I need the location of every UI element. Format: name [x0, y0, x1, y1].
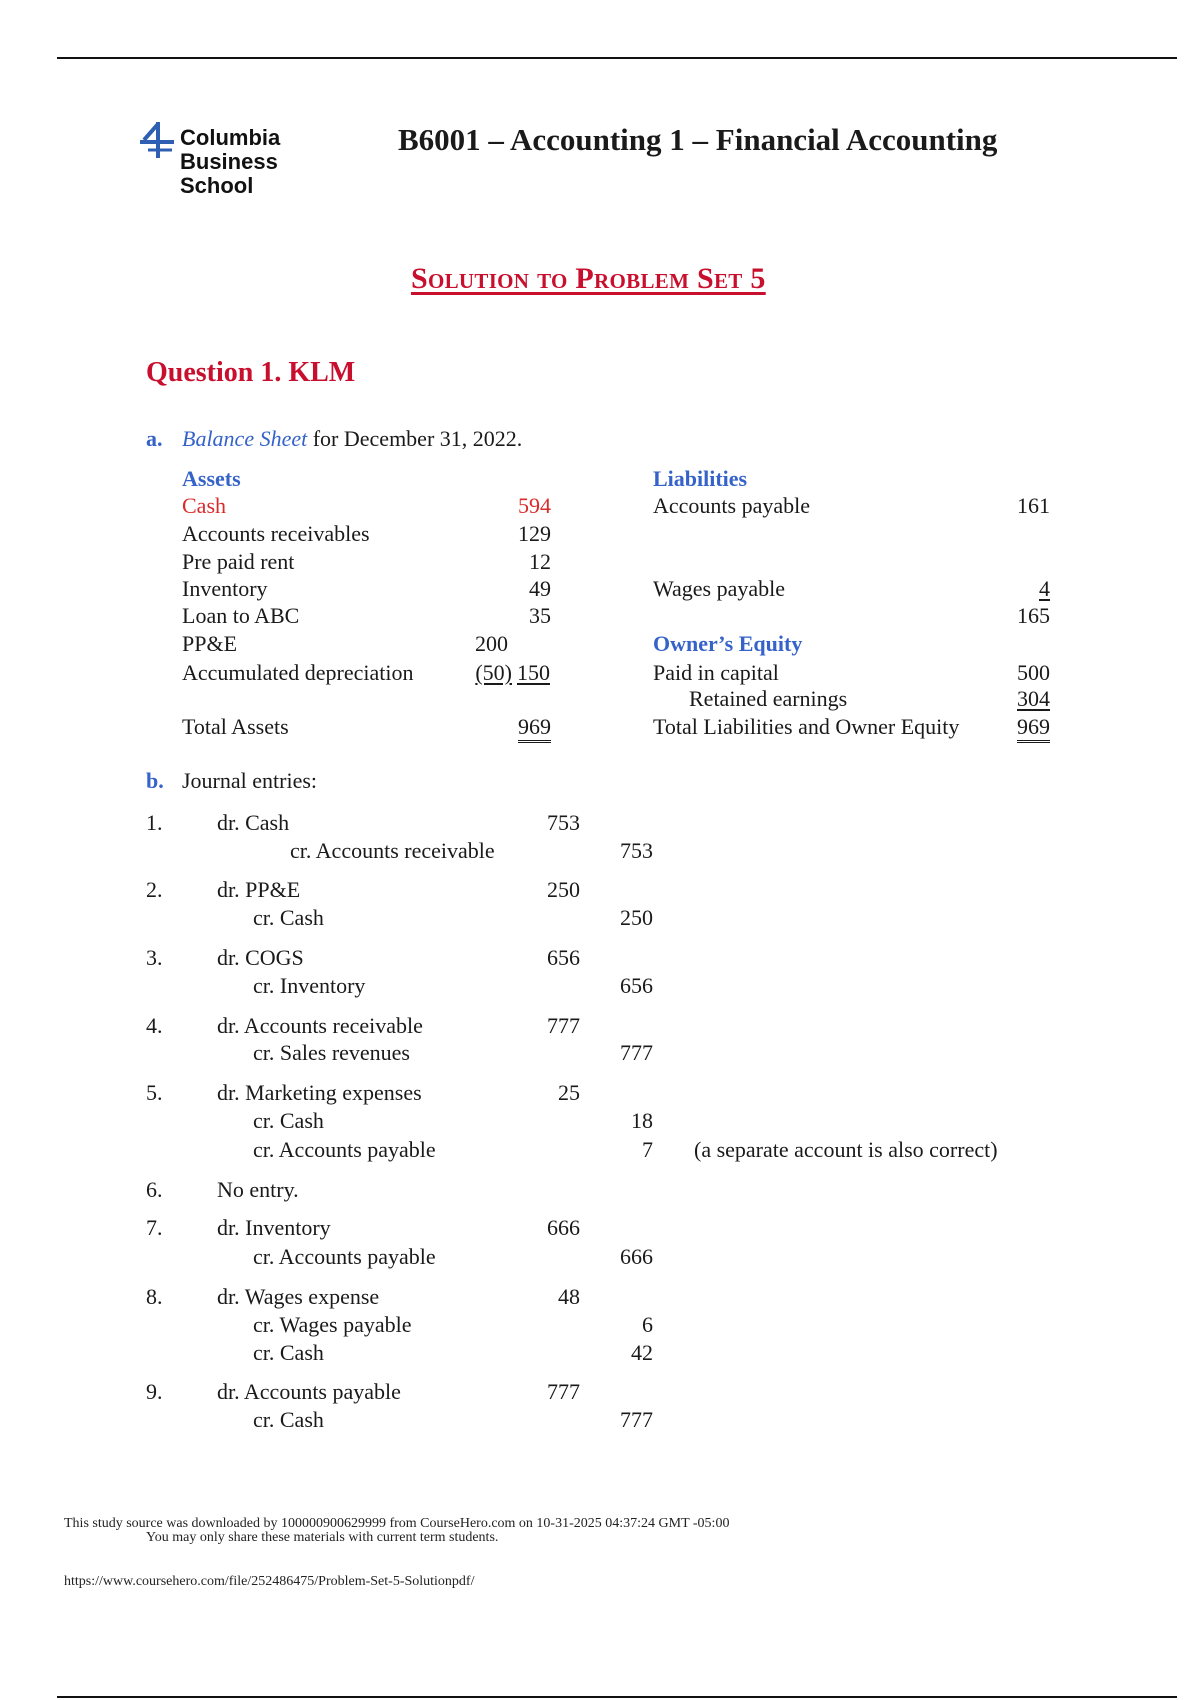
top-rule: [57, 57, 1177, 59]
total-le-value: [990, 714, 1050, 740]
entry-8-number: 8.: [146, 1284, 163, 1309]
entry-5-debit-amount: 25: [558, 1080, 580, 1105]
entry-7-credit-amount: 666: [620, 1244, 653, 1269]
entry-7-number: 7.: [146, 1215, 163, 1240]
entry-2-credit-amount: 250: [620, 905, 653, 930]
entry-5-number: 5.: [146, 1080, 163, 1105]
acc-dep-label: Accumulated depreciation: [182, 660, 414, 685]
download-notice: This study source was downloaded by 100000900629999 from CourseHero.com on 10-31-2025 04:37:24 GMT -05:00: [64, 1516, 730, 1531]
balance-sheet-link[interactable]: Balance Sheet: [182, 426, 308, 451]
entry-8-debit: dr. Wages expense: [217, 1284, 380, 1309]
retained-earnings-value: [990, 686, 1050, 712]
entry-3-debit: dr. COGS: [217, 945, 304, 970]
wages-payable-label: Wages payable: [653, 576, 785, 601]
loan-label: Loan to ABC: [182, 603, 300, 628]
retained-earnings-number: 304: [1017, 686, 1050, 711]
part-a-marker: a.: [146, 426, 163, 451]
entry-8-credit-2-amount: 42: [631, 1340, 653, 1365]
liabilities-heading: Liabilities: [653, 466, 748, 491]
entry-7-credit: cr. Accounts payable: [253, 1244, 436, 1269]
ap-label: Accounts payable: [653, 493, 810, 518]
total-le-number: 969: [1017, 714, 1050, 743]
total-assets-number: 969: [518, 714, 551, 743]
paid-in-capital-value: 500: [1017, 660, 1050, 685]
question-heading: Question 1. KLM: [146, 357, 356, 388]
entry-8-credit-1: cr. Wages payable: [253, 1312, 412, 1337]
school-logo: [180, 126, 280, 198]
entry-9-credit-amount: 777: [620, 1407, 653, 1432]
wages-payable-number: 4: [1039, 576, 1050, 601]
entry-5-credit-2: cr. Accounts payable: [253, 1137, 436, 1162]
ppe-value: 200: [475, 631, 508, 656]
entry-1-debit-amount: 753: [547, 810, 580, 835]
page-title: Solution to Problem Set 5: [411, 262, 766, 295]
paid-in-capital-label: Paid in capital: [653, 660, 779, 685]
part-a-line: [182, 426, 522, 452]
entry-5-credit-2-amount: 7: [642, 1137, 653, 1162]
inventory-value: 49: [529, 576, 551, 601]
entry-7-debit: dr. Inventory: [217, 1215, 331, 1240]
ap-value: 161: [1017, 493, 1050, 518]
entry-2-debit-amount: 250: [547, 877, 580, 902]
entry-1-credit: cr. Accounts receivable: [290, 838, 495, 863]
logo-line-2: Business: [180, 149, 278, 174]
acc-dep-value: (50): [475, 660, 512, 685]
entry-5-note: (a separate account is also correct): [694, 1137, 998, 1162]
total-assets-value: [491, 714, 551, 740]
entry-4-debit-amount: 777: [547, 1013, 580, 1038]
entry-2-number: 2.: [146, 877, 163, 902]
ppe-net-value: 150: [517, 660, 550, 685]
entry-5-credit-1: cr. Cash: [253, 1108, 324, 1133]
entry-8-credit-1-amount: 6: [642, 1312, 653, 1337]
prepaid-rent-label: Pre paid rent: [182, 549, 295, 574]
bottom-rule: [57, 1696, 1177, 1698]
logo-line-1: Columbia: [180, 125, 281, 150]
entry-3-credit: cr. Inventory: [253, 973, 366, 998]
entry-3-debit-amount: 656: [547, 945, 580, 970]
entry-8-credit-2: cr. Cash: [253, 1340, 324, 1365]
total-assets-label: Total Assets: [182, 714, 289, 739]
cash-label: Cash: [182, 493, 226, 518]
assets-heading: Assets: [182, 466, 241, 491]
entry-1-debit: dr. Cash: [217, 810, 290, 835]
entry-9-debit: dr. Accounts payable: [217, 1379, 401, 1404]
part-a-rest: for December 31, 2022.: [312, 426, 523, 451]
entry-1-number: 1.: [146, 810, 163, 835]
part-b-label: Journal entries:: [182, 768, 318, 793]
ar-value: 129: [518, 521, 551, 546]
total-liabilities-value: 165: [1017, 603, 1050, 628]
entry-5-debit: dr. Marketing expenses: [217, 1080, 422, 1105]
cash-value: 594: [518, 493, 551, 518]
entry-7-debit-amount: 666: [547, 1215, 580, 1240]
entry-9-debit-amount: 777: [547, 1379, 580, 1404]
total-le-label: Total Liabilities and Owner Equity: [653, 714, 960, 739]
equity-heading: Owner’s Equity: [653, 631, 803, 656]
entry-5-credit-1-amount: 18: [631, 1108, 653, 1133]
wages-payable-value: [990, 576, 1050, 602]
ar-label: Accounts receivables: [182, 521, 370, 546]
entry-4-debit: dr. Accounts receivable: [217, 1013, 423, 1038]
entry-9-credit: cr. Cash: [253, 1407, 324, 1432]
entry-1-credit-amount: 753: [620, 838, 653, 863]
entry-4-credit-amount: 777: [620, 1040, 653, 1065]
entry-9-number: 9.: [146, 1379, 163, 1404]
crown-logo-icon: [138, 120, 176, 160]
share-notice: You may only share these materials with current term students.: [146, 1530, 499, 1545]
course-title: B6001 – Accounting 1 – Financial Accounting: [398, 122, 998, 157]
entry-6-number: 6.: [146, 1177, 163, 1202]
entry-4-credit: cr. Sales revenues: [253, 1040, 410, 1065]
entry-2-debit: dr. PP&E: [217, 877, 301, 902]
loan-value: 35: [529, 603, 551, 628]
entry-2-credit: cr. Cash: [253, 905, 324, 930]
retained-earnings-label: Retained earnings: [689, 686, 848, 711]
prepaid-rent-value: 12: [529, 549, 551, 574]
entry-6-text: No entry.: [217, 1177, 299, 1202]
part-b-marker: b.: [146, 768, 164, 793]
entry-3-credit-amount: 656: [620, 973, 653, 998]
source-url-link[interactable]: https://www.coursehero.com/file/252486475/Problem-Set-5-Solutionpdf/: [64, 1574, 475, 1589]
entry-4-number: 4.: [146, 1013, 163, 1038]
entry-3-number: 3.: [146, 945, 163, 970]
ppe-label: PP&E: [182, 631, 238, 656]
logo-line-3: School: [180, 173, 254, 198]
inventory-label: Inventory: [182, 576, 268, 601]
entry-8-debit-amount: 48: [558, 1284, 580, 1309]
